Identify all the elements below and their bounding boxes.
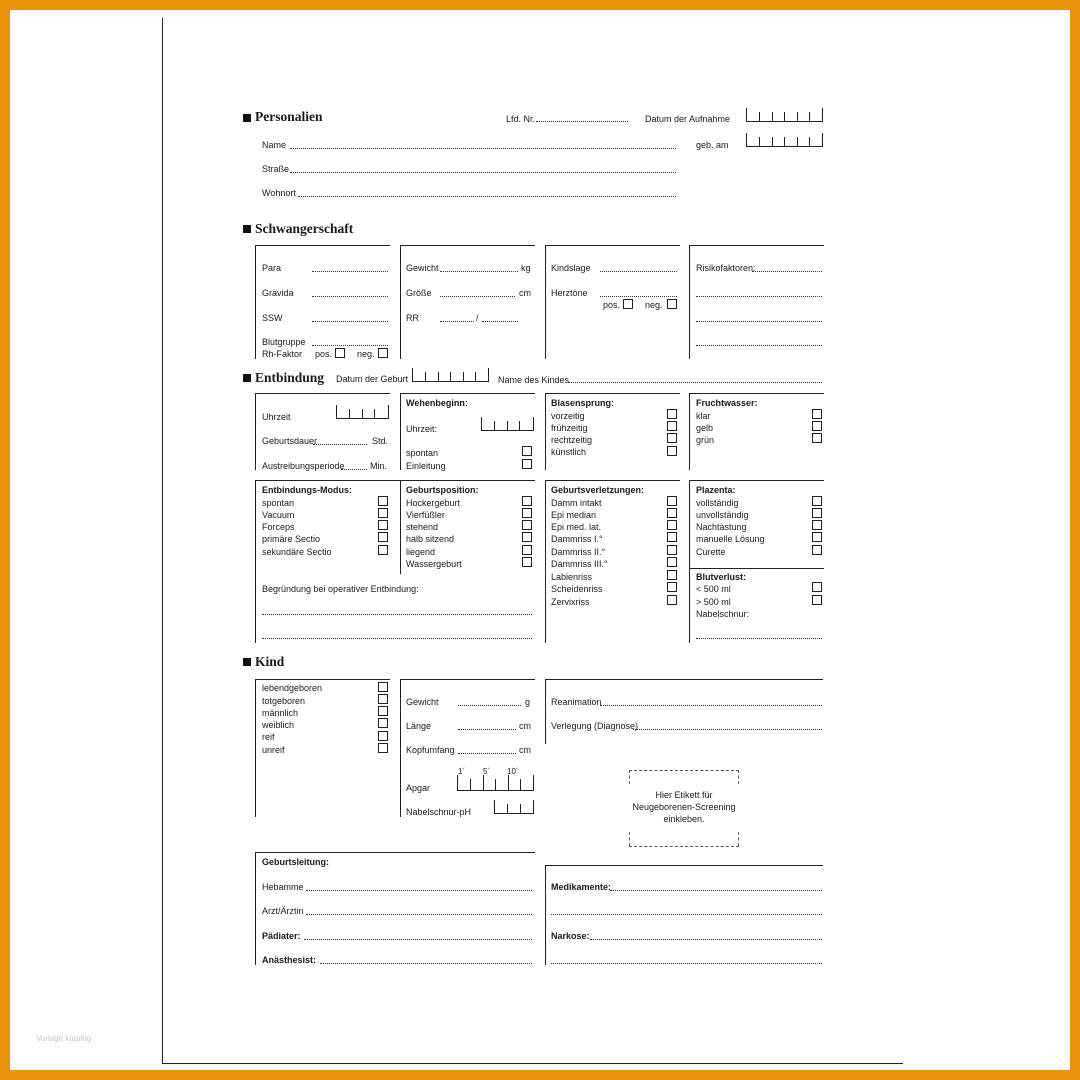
section-bullet-icon	[243, 374, 251, 382]
fruchtwasser-item: gelb	[696, 423, 714, 433]
plazenta-heading: Plazenta:	[696, 485, 736, 495]
lfd-nr-field[interactable]	[536, 121, 628, 122]
wehen-time-field[interactable]	[481, 417, 534, 431]
birthdate-field[interactable]	[746, 133, 823, 147]
child-length-label: Länge	[406, 721, 432, 731]
birth-time-field[interactable]	[336, 405, 389, 419]
verletzung-item: Epi median	[551, 510, 597, 520]
begruendung-label: Begründung bei operativer Entbindung:	[262, 584, 419, 594]
verletzung-item: Scheidenriss	[551, 584, 603, 594]
child-status-checkbox[interactable]	[378, 718, 388, 728]
child-weight-label: Gewicht	[406, 697, 439, 707]
plazenta-item: unvollständig	[696, 510, 749, 520]
umbilical-ph-label: Nabelschnur-pH	[406, 807, 472, 817]
fruchtwasser-item: klar	[696, 411, 711, 421]
begruendung-field-2[interactable]	[262, 638, 532, 639]
watermark: Vorlage katalog	[36, 1034, 92, 1043]
reanimation-field[interactable]	[600, 705, 822, 706]
duration-label: Geburtsdauer	[262, 436, 318, 446]
transfer-label: Verlegung (Diagnose)	[551, 721, 639, 731]
street-field[interactable]	[290, 172, 676, 173]
wehen-einleitung-checkbox[interactable]	[522, 459, 532, 469]
midwife-field[interactable]	[306, 890, 532, 891]
section-title-entbindung: Entbindung	[255, 370, 325, 385]
blasensprung-checkbox[interactable]	[667, 433, 677, 443]
weight-field[interactable]	[440, 271, 518, 272]
verletzungen-heading: Geburtsverletzungen:	[551, 485, 645, 495]
herztoene-label: Herztöne	[551, 288, 588, 298]
modus-checkbox[interactable]	[378, 520, 388, 530]
modus-heading: Entbindungs-Modus:	[262, 485, 352, 495]
blutverlust-checkbox[interactable]	[812, 595, 822, 605]
modus-checkbox[interactable]	[378, 508, 388, 518]
modus-item: primäre Sectio	[262, 534, 321, 544]
label-area-bottom-sides	[629, 832, 739, 846]
medication-box	[545, 865, 823, 965]
fruchtwasser-heading: Fruchtwasser:	[696, 398, 758, 408]
duration-unit: Std.	[372, 436, 389, 446]
position-checkbox[interactable]	[522, 520, 532, 530]
modus-checkbox[interactable]	[378, 545, 388, 555]
weight-label: Gewicht	[406, 263, 439, 273]
herztoene-pos-checkbox[interactable]	[623, 299, 633, 309]
birth-date-label: Datum der Geburt	[336, 374, 409, 384]
child-status-item: lebendgeboren	[262, 683, 323, 693]
wehenbeginn-heading: Wehenbeginn:	[406, 398, 468, 408]
plazenta-checkbox[interactable]	[812, 520, 822, 530]
position-item: liegend	[406, 547, 436, 557]
child-status-checkbox[interactable]	[378, 682, 388, 692]
wehen-spontan-label: spontan	[406, 448, 439, 458]
section-title-kind: Kind	[255, 654, 285, 669]
para-label: Para	[262, 263, 282, 273]
birthdate-label: geb. am	[696, 140, 729, 150]
section-title-personalien: Personalien	[255, 109, 323, 124]
position-checkbox[interactable]	[522, 557, 532, 567]
aufnahme-date-field[interactable]	[746, 108, 823, 122]
lfd-nr-label: Lfd. Nr.	[506, 114, 536, 124]
child-length-unit: cm	[519, 721, 531, 731]
blasensprung-heading: Blasensprung:	[551, 398, 615, 408]
apgar-score-field[interactable]	[457, 775, 534, 791]
anesthesia-field-2[interactable]	[551, 963, 822, 964]
ssw-field[interactable]	[312, 321, 388, 322]
risk-factors-field-3[interactable]	[696, 321, 822, 322]
child-name-field[interactable]	[568, 382, 822, 383]
verletzung-checkbox[interactable]	[667, 557, 677, 567]
section-title-schwangerschaft: Schwangerschaft	[255, 221, 354, 236]
herztoene-pos-label: pos.	[603, 300, 621, 310]
screening-text-1: Hier Etikett für	[655, 790, 713, 800]
umbilical-ph-field[interactable]	[494, 800, 534, 814]
height-label: Größe	[406, 288, 432, 298]
child-status-item: totgeboren	[262, 696, 306, 706]
head-circ-unit: cm	[519, 745, 531, 755]
herztoene-field[interactable]	[600, 296, 677, 297]
child-status-checkbox[interactable]	[378, 694, 388, 704]
name-field[interactable]	[290, 148, 676, 149]
verletzung-item: Dammriss I.°	[551, 534, 603, 544]
kindslage-field[interactable]	[600, 271, 677, 272]
height-field[interactable]	[440, 296, 515, 297]
verletzung-checkbox[interactable]	[667, 496, 677, 506]
verletzung-checkbox[interactable]	[667, 532, 677, 542]
risk-factors-field-4[interactable]	[696, 345, 822, 346]
position-checkbox[interactable]	[522, 545, 532, 555]
verletzung-item: Dammriss II.°	[551, 547, 606, 557]
verletzung-checkbox[interactable]	[667, 508, 677, 518]
anesthetist-label: Anästhesist:	[262, 955, 317, 965]
gravida-field[interactable]	[312, 296, 388, 297]
blasensprung-item: rechtzeitig	[551, 435, 593, 445]
position-item: halb sitzend	[406, 534, 455, 544]
midwife-label: Hebamme	[262, 882, 304, 892]
pediatrician-label: Pädiater:	[262, 931, 301, 941]
verletzung-checkbox[interactable]	[667, 595, 677, 605]
plazenta-checkbox[interactable]	[812, 532, 822, 542]
plazenta-checkbox[interactable]	[812, 508, 822, 518]
ssw-label: SSW	[262, 313, 283, 323]
apgar-10-min-label: 10´	[507, 767, 519, 776]
section-bullet-icon	[243, 114, 251, 122]
blasensprung-checkbox[interactable]	[667, 446, 677, 456]
wehen-einleitung-label: Einleitung	[406, 461, 446, 471]
anesthetist-field[interactable]	[320, 963, 532, 964]
blutverlust-item: < 500 ml	[696, 584, 731, 594]
doctor-label: Arzt/Ärztin	[262, 906, 304, 916]
verletzung-item: Labienriss	[551, 572, 593, 582]
apgar-1-min-label: 1´	[458, 767, 466, 776]
nabelschnur-field[interactable]	[696, 638, 822, 639]
position-item: Vierfüßler	[406, 510, 445, 520]
wehen-time-label: Uhrzeit:	[406, 424, 438, 434]
apgar-label: Apgar	[406, 783, 431, 793]
modus-item: spontan	[262, 498, 295, 508]
anesthesia-label: Narkose:	[551, 931, 590, 941]
doctor-field[interactable]	[306, 914, 532, 915]
city-field[interactable]	[298, 196, 676, 197]
child-care-box	[545, 679, 823, 744]
blasensprung-checkbox[interactable]	[667, 409, 677, 419]
rh-neg-label: neg.	[357, 349, 375, 359]
verletzung-item: Zervixriss	[551, 597, 590, 607]
modus-checkbox[interactable]	[378, 496, 388, 506]
child-status-item: weiblich	[262, 720, 295, 730]
blutverlust-checkbox[interactable]	[812, 582, 822, 592]
blood-pressure-label: RR	[406, 313, 419, 323]
label-area-bottom	[629, 846, 739, 847]
fruchtwasser-checkbox[interactable]	[812, 433, 822, 443]
blasensprung-checkbox[interactable]	[667, 421, 677, 431]
modus-checkbox[interactable]	[378, 532, 388, 542]
height-unit: cm	[519, 288, 531, 298]
section-bullet-icon	[243, 225, 251, 233]
child-weight-field[interactable]	[458, 705, 521, 706]
nabelschnur-label: Nabelschnur:	[696, 609, 750, 619]
rh-pos-checkbox[interactable]	[335, 348, 345, 358]
blasensprung-item: künstlich	[551, 447, 587, 457]
head-circ-label: Kopfumfang	[406, 745, 455, 755]
herztoene-neg-label: neg.	[645, 300, 663, 310]
rh-pos-label: pos.	[315, 349, 333, 359]
geburtsleitung-heading: Geburtsleitung:	[262, 857, 329, 867]
plazenta-item: Curette	[696, 547, 726, 557]
position-item: stehend	[406, 522, 439, 532]
head-circ-field[interactable]	[458, 753, 516, 754]
gravida-label: Gravida	[262, 288, 294, 298]
risk-factors-field-1[interactable]	[752, 271, 822, 272]
para-field[interactable]	[312, 271, 388, 272]
plazenta-item: manuelle Lösung	[696, 534, 765, 544]
modus-item: Forceps	[262, 522, 295, 532]
position-heading: Geburtsposition:	[406, 485, 479, 495]
plazenta-checkbox[interactable]	[812, 496, 822, 506]
verletzung-item: Epi med. lat.	[551, 522, 602, 532]
medication-field-1[interactable]	[610, 890, 822, 891]
duration-field[interactable]	[313, 444, 367, 445]
apgar-5-min-label: 5´	[483, 767, 491, 776]
name-label: Name	[262, 140, 287, 150]
fruchtwasser-checkbox[interactable]	[812, 421, 822, 431]
city-label: Wohnort	[262, 188, 296, 198]
plazenta-item: vollständig	[696, 498, 739, 508]
reanimation-label: Reanimation	[551, 697, 602, 707]
blutverlust-heading: Blutverlust:	[696, 572, 747, 582]
modus-item: Vacuum	[262, 510, 295, 520]
child-name-label: Name des Kindes	[498, 375, 570, 385]
anesthesia-field-1[interactable]	[590, 939, 822, 940]
birth-time-label: Uhrzeit	[262, 412, 291, 422]
aufnahme-date-label: Datum der Aufnahme	[645, 114, 731, 124]
medication-field-2[interactable]	[551, 914, 822, 915]
blasensprung-item: frühzeitig	[551, 423, 588, 433]
blasensprung-item: vorzeitig	[551, 411, 585, 421]
blutgruppe-label: Blutgruppe	[262, 337, 306, 347]
child-status-item: reif	[262, 732, 275, 742]
plazenta-item: Nachtastung	[696, 522, 747, 532]
pediatrician-field[interactable]	[304, 939, 532, 940]
position-checkbox[interactable]	[522, 532, 532, 542]
verletzung-checkbox[interactable]	[667, 545, 677, 555]
medication-label: Medikamente:	[551, 882, 612, 892]
fruchtwasser-item: grün	[696, 435, 715, 445]
section-bullet-icon	[243, 658, 251, 666]
screening-label-area	[629, 770, 739, 848]
risk-factors-label: Risikofaktoren:	[696, 263, 756, 273]
child-status-checkbox[interactable]	[378, 706, 388, 716]
kindslage-label: Kindslage	[551, 263, 591, 273]
bp-separator: /	[476, 313, 479, 323]
expulsion-unit: Min.	[370, 461, 388, 471]
modus-item: sekundäre Sectio	[262, 547, 332, 557]
verletzung-item: Damm intakt	[551, 498, 602, 508]
position-checkbox[interactable]	[522, 496, 532, 506]
verletzung-checkbox[interactable]	[667, 582, 677, 592]
street-label: Straße	[262, 164, 290, 174]
modus-divider	[400, 480, 401, 574]
bp-diastolic-field[interactable]	[482, 321, 518, 322]
expulsion-field[interactable]	[341, 469, 367, 470]
position-checkbox[interactable]	[522, 508, 532, 518]
modus-position-box	[255, 480, 535, 643]
begruendung-field-1[interactable]	[262, 614, 532, 615]
verletzung-checkbox[interactable]	[667, 520, 677, 530]
birth-date-field[interactable]	[412, 368, 489, 382]
rh-neg-checkbox[interactable]	[378, 348, 388, 358]
child-status-checkbox[interactable]	[378, 731, 388, 741]
transfer-field[interactable]	[633, 729, 822, 730]
plazenta-checkbox[interactable]	[812, 545, 822, 555]
verletzung-item: Dammriss III.°	[551, 559, 608, 569]
blutgruppe-field[interactable]	[312, 345, 388, 346]
wehen-spontan-checkbox[interactable]	[522, 446, 532, 456]
position-item: Hockergeburt	[406, 498, 461, 508]
position-item: Wassergeburt	[406, 559, 462, 569]
child-status-checkbox[interactable]	[378, 743, 388, 753]
screening-text-2: Neugeborenen-Screening	[632, 802, 736, 812]
risk-factors-field-2[interactable]	[696, 296, 822, 297]
bp-systolic-field[interactable]	[440, 321, 474, 322]
child-weight-unit: g	[525, 697, 531, 707]
weight-unit: kg	[521, 263, 531, 273]
expulsion-label: Austreibungsperiode	[262, 461, 345, 471]
label-area-top-sides	[629, 770, 739, 784]
herztoene-neg-checkbox[interactable]	[667, 299, 677, 309]
fruchtwasser-checkbox[interactable]	[812, 409, 822, 419]
child-status-item: männlich	[262, 708, 299, 718]
rh-factor-label: Rh-Faktor	[262, 349, 303, 359]
child-length-field[interactable]	[458, 729, 516, 730]
blutverlust-item: > 500 ml	[696, 597, 731, 607]
verletzung-checkbox[interactable]	[667, 570, 677, 580]
screening-text-3: einkleben.	[663, 814, 705, 824]
child-status-item: unreif	[262, 745, 285, 755]
